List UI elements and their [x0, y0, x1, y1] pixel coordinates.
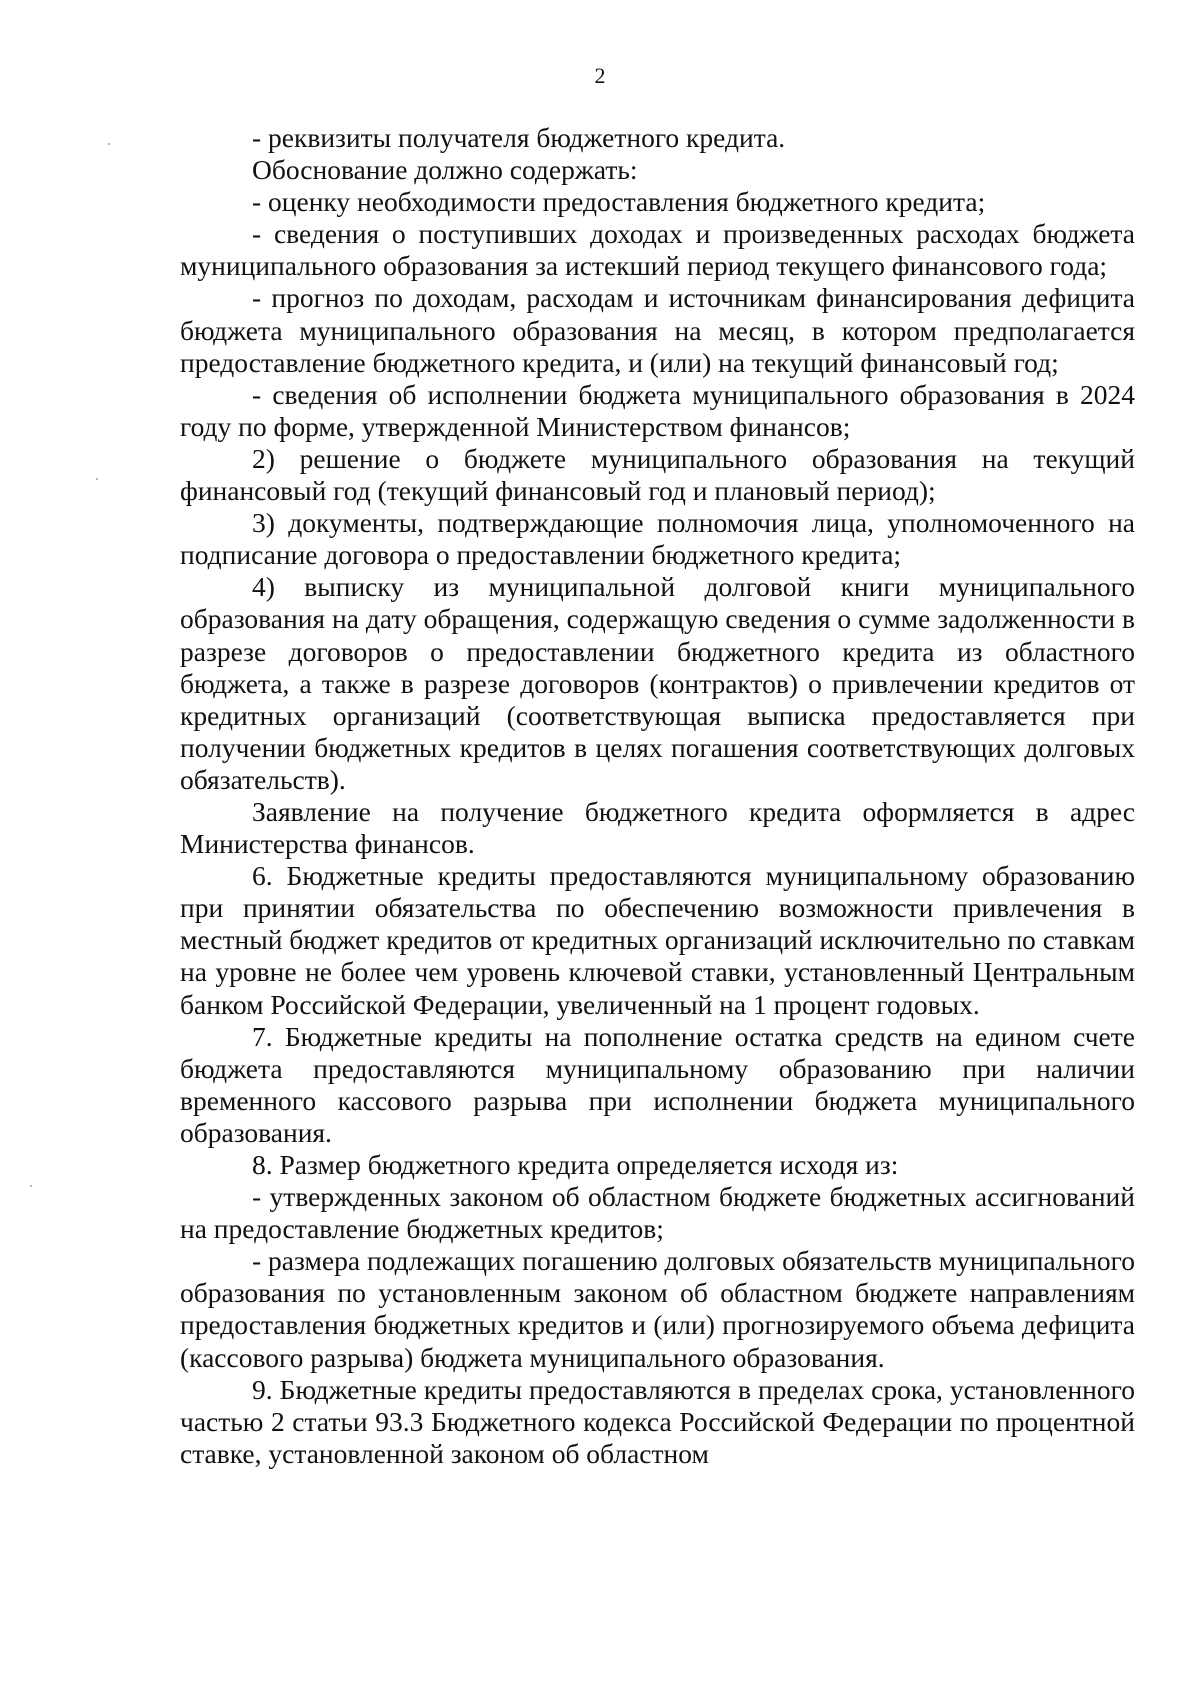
paragraph-forecast: - прогноз по доходам, расходам и источникам финансирования дефицита бюджета муниципального образования на месяц, в котором предполагается предоставление бюджетного кредита, и (или) на текущий финансовый год;	[180, 282, 1135, 378]
paragraph-item-3: 3) документы, подтверждающие полномочия лица, уполномоченного на подписание договора о предоставлении бюджетного кредита;	[180, 507, 1135, 571]
paragraph-clause-8: 8. Размер бюджетного кредита определяется исходя из:	[252, 1149, 899, 1180]
paragraph-justification-heading: Обоснование должно содержать:	[252, 154, 638, 186]
paragraph-clause-8-bullet-2: - размера подлежащих погашению долговых обязательств муниципального образования по установленным законом об областном бюджете направлениям предоставления бюджетных кредитов и (или) прогнозируемого объема дефицита (кассового разрыва) бюджета муниципального образования.	[180, 1245, 1135, 1373]
scan-speck	[96, 478, 98, 480]
paragraph-item-2: 2) решение о бюджете муниципального образования на текущий финансовый год (текущий финансовый год и плановый период);	[180, 442, 1135, 507]
scan-speck	[30, 1185, 32, 1187]
paragraph-execution-info: - сведения об исполнении бюджета муниципального образования в 2024 году по форме, утвержденной Министерством финансов;	[180, 378, 1135, 442]
paragraph-item-4: 4) выписку из муниципальной долговой книги муниципального образования на дату обращения, содержащую сведения о сумме задолженности в разрезе договоров о предоставлении бюджетного кредита из областного бюджета, а также в разрезе договоров (контрактов) о привлечении кредитов от кредитных организаций (соответствующая выписка предоставляется при получении бюджетных кредитов в целях погашения соответствующих долговых обязательств).	[180, 571, 1135, 795]
paragraph-clause-7: 7. Бюджетные кредиты на пополнение остатка средств на едином счете бюджета предоставляются муниципальному образованию при наличии временного кассового разрыва при исполнении бюджета муниципального образования.	[180, 1020, 1135, 1148]
paragraph-application: Заявление на получение бюджетного кредита оформляется в адрес Министерства финансов.	[180, 795, 1135, 860]
paragraph-clause-6: 6. Бюджетные кредиты предоставляются муниципальному образованию при принятии обязательства по обеспечению возможности привлечения в местный бюджет кредитов от кредитных организаций исключительно по ставкам на уровне не более чем уровень ключевой ставки, установленный Центральным банком Российской Федерации, увеличенный на 1 процент годовых.	[180, 860, 1135, 1020]
paragraph-clause-8-bullet-1: - утвержденных законом об областном бюджете бюджетных ассигнований на предоставление бюджетных кредитов;	[180, 1181, 1135, 1245]
scan-speck	[108, 143, 110, 145]
paragraph-necessity-assessment: - оценку необходимости предоставления бюджетного кредита;	[252, 186, 986, 218]
document-body	[180, 122, 1135, 1470]
paragraph-clause-9: 9. Бюджетные кредиты предоставляются в пределах срока, установленного частью 2 статьи 93.3 Бюджетного кодекса Российской Федерации по процентной ставке, установленной законом об областном	[180, 1373, 1135, 1469]
page-number: 2	[594, 63, 606, 88]
paragraph-income-expense-info: - сведения о поступивших доходах и произведенных расходах бюджета муниципального образования за истекший период текущего финансового года;	[180, 218, 1135, 282]
paragraph-recipient-details: - реквизиты получателя бюджетного кредита.	[252, 122, 786, 153]
